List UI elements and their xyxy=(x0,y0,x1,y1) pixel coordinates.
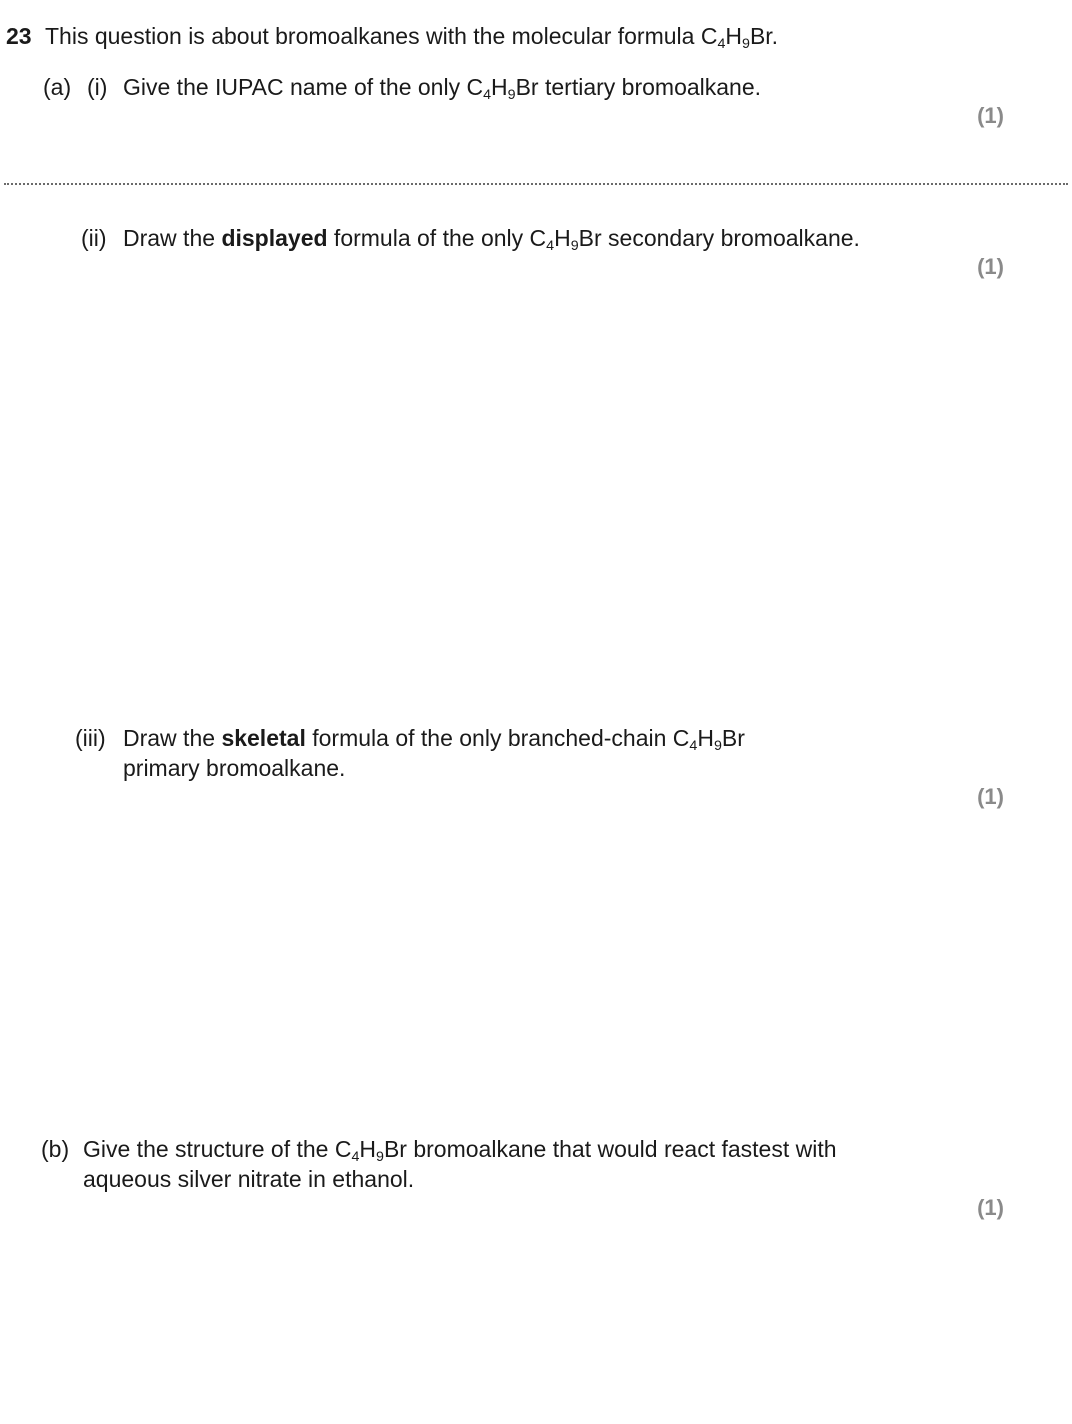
formula-h: H xyxy=(554,225,571,251)
formula-sub-4: 4 xyxy=(689,737,698,754)
text: secondary bromoalkane. xyxy=(601,225,860,251)
formula-h: H xyxy=(697,725,714,751)
part-a-i-question xyxy=(123,72,761,102)
part-a-ii-answer-space[interactable] xyxy=(40,290,1032,700)
formula-c: C xyxy=(334,1136,352,1162)
part-a-i-marks: (1) xyxy=(977,103,1004,128)
part-a-i-label: (i) xyxy=(87,74,108,100)
formula-sub-9: 9 xyxy=(713,737,722,754)
formula-sub-4: 4 xyxy=(717,35,726,52)
part-a-ii-label: (ii) xyxy=(81,225,107,251)
text: Draw the xyxy=(123,225,222,251)
answer-line[interactable] xyxy=(4,183,1068,185)
formula-h: H xyxy=(359,1136,377,1162)
formula-sub-4: 4 xyxy=(483,86,492,103)
formula-br: Br xyxy=(515,74,539,100)
part-a-ii-question xyxy=(123,223,860,253)
formula-c: C xyxy=(672,725,690,751)
formula-c: C xyxy=(466,74,484,100)
part-a-iii-label: (iii) xyxy=(75,725,106,751)
formula-h: H xyxy=(725,23,742,49)
formula-br: Br xyxy=(578,225,602,251)
text: tertiary bromoalkane. xyxy=(538,74,762,100)
text: Draw the xyxy=(123,725,222,751)
part-b-answer-space[interactable] xyxy=(40,1230,1032,1410)
part-a-label: (a) xyxy=(43,74,72,100)
formula-h: H xyxy=(491,74,508,100)
stem-text: This question is about bromoalkanes with the molecular formula C xyxy=(45,23,718,49)
formula-sub-4: 4 xyxy=(546,237,555,254)
part-a-iii-marks: (1) xyxy=(977,784,1004,809)
part-b-question-line2: aqueous silver nitrate in ethanol. xyxy=(83,1166,415,1192)
text: bromoalkane that would react fastest with xyxy=(406,1136,837,1162)
part-b-label: (b) xyxy=(41,1136,70,1162)
formula-br: Br xyxy=(721,725,745,751)
text: Give the IUPAC name of the only xyxy=(123,74,467,100)
formula-sub-9: 9 xyxy=(570,237,579,254)
bold-term-skeletal: skeletal xyxy=(221,725,306,751)
part-b-question xyxy=(83,1134,837,1164)
part-b-marks: (1) xyxy=(977,1195,1004,1220)
bold-term-displayed: displayed xyxy=(221,225,328,251)
part-a-iii-answer-space[interactable] xyxy=(40,820,1032,1120)
text: formula of the only branched-chain xyxy=(305,725,673,751)
text: Give the structure of the xyxy=(83,1136,335,1162)
formula-br: Br xyxy=(383,1136,407,1162)
formula-c: C xyxy=(529,225,547,251)
part-a-iii-question-line2: primary bromoalkane. xyxy=(123,755,346,781)
question-stem xyxy=(45,21,778,51)
formula-sub-9: 9 xyxy=(742,35,750,52)
formula-sub-4: 4 xyxy=(351,1148,360,1165)
question-number: 23 xyxy=(6,23,32,49)
part-a-iii-question xyxy=(123,723,745,753)
part-a-ii-marks: (1) xyxy=(977,254,1004,279)
formula-sub-9: 9 xyxy=(376,1148,384,1165)
text: formula of the only xyxy=(327,225,530,251)
stem-text-end: Br. xyxy=(749,23,779,49)
formula-sub-9: 9 xyxy=(507,86,516,103)
